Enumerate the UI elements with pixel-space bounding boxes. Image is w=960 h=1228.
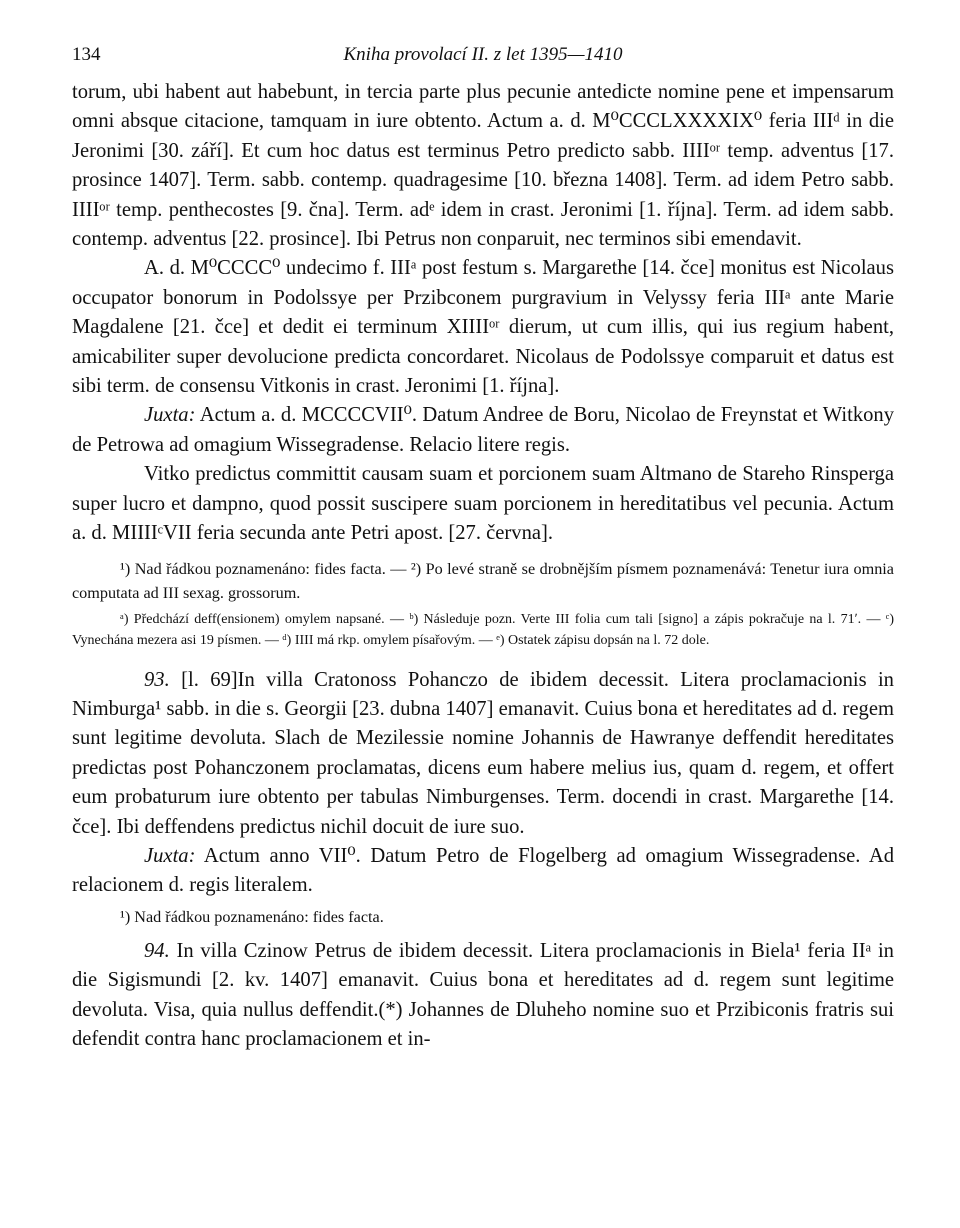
page-number: 134: [72, 44, 101, 65]
juxta-label: Juxta:: [144, 404, 196, 427]
footnote-entry-93: ¹) Nad řádkou poznamenáno: fides facta.: [120, 907, 384, 926]
entry-number: 94.: [144, 939, 170, 962]
running-title: Kniha provolací II. z let 1395—1410: [343, 44, 623, 65]
footnote-alpha: ᵃ) Předchází deff(ensionem) omylem napsané. — ᵇ) Následuje pozn. Verte III folia cum tali [signo] a zápis pokračuje na l. 71ʹ. — ᶜ) Vynechána mezera asi 19 písmen. — ᵈ) IIII má rkp. omylem písařovým. — ᵉ) Ostatek zápisu dopsán na l. 72 dole.: [72, 611, 894, 648]
paragraph-juxta-1: [72, 401, 894, 460]
paragraph-juxta-2: [72, 842, 894, 901]
entry-number: 93.: [144, 668, 170, 691]
paragraph-monitus: A. d. M⁰CCCC⁰ undecimo f. IIIᵃ post festum s. Margarethe [14. čce] monitus est Nicolaus occupator bonorum in Podolssye per Przibconem purgravium in Velyssy feria IIIᵃ ante Marie Magdalene [21. čce] et dedit ei terminum XIIIIᵒʳ dierum, ut cum illis, qui ius regium habent, amicabiliter super devolucione predicta concordaret. Nicolaus de Podolssye comparuit et datus est sibi term. de consensu Vitkonis in crast. Jeronimi [1. října].: [72, 257, 894, 398]
entry-text: In villa Czinow Petrus de ibidem decessit. Litera proclamacionis in Biela¹ feria IIᵃ in die Sigismundi [2. kv. 1407] emanavit. Cuius bona et hereditates ad d. regem sunt legitime devoluta. Visa, quia nullus deffendit.(*) Johannes de Dluheho nomine suo et Przibiconis fratris sui defendit contra hanc proclamacionem et in-: [72, 939, 894, 1050]
juxta-text: Actum anno VII⁰. Datum Petro de Flogelberg ad omagium Wissegradense. Ad relacionem d. regis literalem.: [72, 844, 894, 897]
juxta-label: Juxta:: [144, 844, 196, 867]
document-page: [72, 44, 894, 1054]
entry-93: [72, 666, 894, 842]
page-header: [72, 44, 894, 78]
entry-text: [l. 69]In villa Cratonoss Pohanczo de ibidem decessit. Litera proclamacionis in Nimburga¹ sabb. in die s. Georgii [23. dubna 1407] emanavit. Cuius bona et hereditates ad d. regem sunt legitime devoluta. Slach de Mezilessie nomine Johannis de Hawranye deffendit hereditates predictas post Pohanczonem proclamatas, dicens eum habere melius ius, quam d. regem, et offert eum probaturum iure obtento per tabulas Nimburgenses. Term. docendi in crast. Margarethe [14. čce]. Ibi deffendens predictus nichil docuit de iure suo.: [72, 668, 894, 838]
entry-94: [72, 937, 894, 1055]
paragraph-continuation: torum, ubi habent aut habebunt, in tercia parte plus pecunie antedicte nomine pene et impensarum omni absque citacione, tamquam in iure obtento. Actum a. d. M⁰CCCLXXXXIX⁰ feria IIIᵈ in die Jeronimi [30. září]. Et cum hoc datus est terminus Petro predicto sabb. IIIIᵒʳ temp. adventus [17. prosince 1407]. Term. sabb. contemp. quadragesime [10. března 1408]. Term. ad idem Petro sabb. IIIIᵒʳ temp. penthecostes [9. čna]. Term. adᵉ idem in crast. Jeronimi [1. října]. Term. ad idem sabb. contemp. adventus [22. prosince]. Ibi Petrus non conparuit, nec terminos sibi emendavit.: [72, 81, 894, 251]
juxta-text: Actum a. d. MCCCCVII⁰. Datum Andree de Boru, Nicolao de Freynstat et Witkony de Petrowa ad omagium Wissegradense. Relacio litere regis.: [72, 404, 895, 456]
paragraph-vitko: Vitko predictus committit causam suam et porcionem suam Altmano de Stareho Rinsperga super lucro et dampno, quod possit suscipere suam porcionem in hereditatibus vel pecunia. Actum a. d. MIIIIᶜVII feria secunda ante Petri apost. [27. června].: [72, 463, 894, 545]
footnote-numeric: ¹) Nad řádkou poznamenáno: fides facta. — ²) Po levé straně se drobnějším písmem poznamenává: Tenetur iura omnia computata ad III sexag. grossorum.: [72, 559, 894, 602]
